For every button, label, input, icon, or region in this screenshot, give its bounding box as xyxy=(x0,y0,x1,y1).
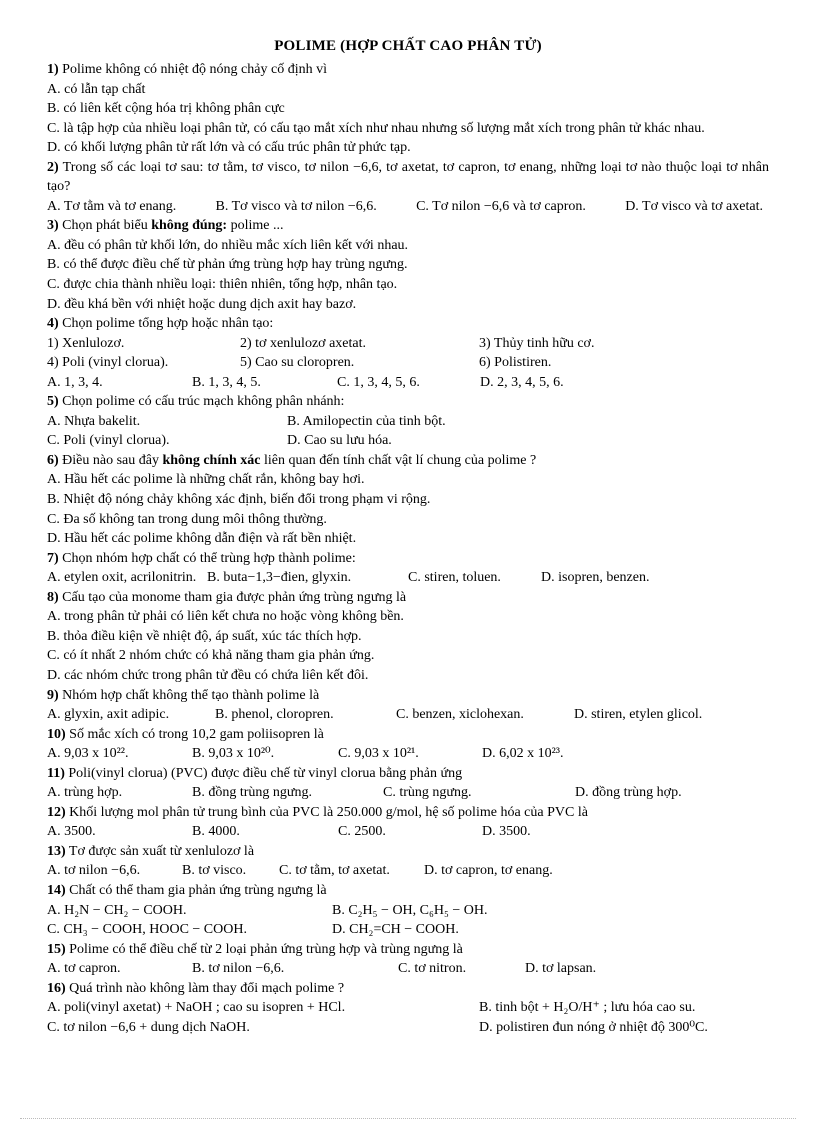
option-c: C. tơ nitron. xyxy=(398,961,467,977)
question-6 xyxy=(47,451,769,471)
option-b: B. tơ visco. xyxy=(182,863,247,879)
question-text: Nhóm hợp chất không thể tạo thành polime là xyxy=(58,687,320,703)
option-a: A. Tơ tằm và tơ enang. xyxy=(47,198,177,214)
option-c: C. trùng ngưng. xyxy=(383,785,472,801)
option-b: B. tinh bột + H₂O/H⁺ ; lưu hóa cao su. xyxy=(479,1000,696,1016)
option-b: B. Amilopectin của tinh bột. xyxy=(287,413,446,429)
option-a: A. 9,03 x 10²². xyxy=(47,746,129,762)
option-d: D. các nhóm chức trong phân tử đều có chứa liên kết đôi. xyxy=(47,667,369,683)
option-c: C. tơ nilon −6,6 + dung dịch NaOH. xyxy=(47,1019,250,1035)
option-b: B. buta−1,3−đien, glyxin. xyxy=(207,570,352,586)
item-4: 4) Poli (vinyl clorua). xyxy=(47,355,169,371)
option-b: B. đồng trùng ngưng. xyxy=(192,785,312,801)
question-text: Poli(vinyl clorua) (PVC) được điều chế từ vinyl clorua bằng phản ứng xyxy=(64,765,463,781)
option-b: B. phenol, cloropren. xyxy=(215,707,334,723)
options-row xyxy=(47,998,769,1018)
question-16 xyxy=(47,979,769,999)
question-number: 13) xyxy=(47,843,66,859)
question-3 xyxy=(47,216,769,236)
option-c: C. được chia thành nhiều loại: thiên nhiên, tổng hợp, nhân tạo. xyxy=(47,277,398,293)
question-text: Chọn polime có cấu trúc mạch không phân nhánh: xyxy=(58,394,345,410)
option-c: C. 2500. xyxy=(338,824,386,840)
option-d: D. đồng trùng hợp. xyxy=(575,785,682,801)
question-number: 1) xyxy=(47,62,59,77)
question-9 xyxy=(47,686,769,706)
options-row xyxy=(47,1018,769,1038)
option-a: A. đều có phân tử khối lớn, do nhiều mắc xích liên kết với nhau. xyxy=(47,237,409,253)
options-row xyxy=(47,705,769,725)
option-c: C. 1, 3, 4, 5, 6. xyxy=(337,374,420,390)
items-row xyxy=(47,334,769,354)
option-a: A. H₂N − CH₂ − COOH. xyxy=(47,902,187,918)
options-row xyxy=(47,373,769,393)
question-text-end: polime ... xyxy=(227,218,284,234)
options-row xyxy=(47,744,769,764)
question-15 xyxy=(47,940,769,960)
options-row xyxy=(47,901,769,921)
options-row xyxy=(47,412,769,432)
option-b: B. 9,03 x 10²⁰. xyxy=(192,746,275,762)
question-text: Polime không có nhiệt độ nóng chảy cố định vì xyxy=(58,62,327,77)
question-number: 8) xyxy=(47,589,59,605)
option-d: D. stiren, etylen glicol. xyxy=(574,707,703,723)
question-list xyxy=(47,60,769,1037)
option-c: C. stiren, toluen. xyxy=(408,570,501,586)
item-5: 5) Cao su cloropren. xyxy=(240,355,355,371)
question-emphasis: không đúng: xyxy=(151,218,228,234)
option-b: B. 4000. xyxy=(192,824,240,840)
options-row xyxy=(47,197,763,217)
option-d: D. Tơ visco và tơ axetat. xyxy=(625,198,763,214)
option-a: A. tơ nilon −6,6. xyxy=(47,863,141,879)
question-number: 16) xyxy=(47,980,66,996)
option-d: D. 2, 3, 4, 5, 6. xyxy=(480,374,564,390)
options-row xyxy=(47,959,769,979)
question-emphasis: không chính xác xyxy=(162,452,261,468)
question-number: 3) xyxy=(47,218,59,234)
option-d: D. Cao su lưu hóa. xyxy=(287,433,392,449)
option-d: D. 6,02 x 10²³. xyxy=(482,746,564,762)
question-text: Số mắc xích có trong 10,2 gam poliisopren là xyxy=(65,726,324,742)
question-text: Khối lượng mol phân tử trung bình của PVC là 250.000 g/mol, hệ số polime hóa của PVC là xyxy=(65,804,588,820)
question-11 xyxy=(47,764,769,784)
option-c: C. 9,03 x 10²¹. xyxy=(338,746,419,762)
option-d: D. đều khá bền với nhiệt hoặc dung dịch axit hay bazơ. xyxy=(47,296,357,312)
option-a: A. tơ capron. xyxy=(47,961,121,977)
item-1: 1) Xenlulozơ. xyxy=(47,335,125,351)
question-number: 12) xyxy=(47,804,66,820)
option-a: A. glyxin, axit adipic. xyxy=(47,707,170,723)
question-13 xyxy=(47,842,769,862)
option-b: B. tơ nilon −6,6. xyxy=(192,961,285,977)
option-d: D. tơ capron, tơ enang. xyxy=(424,863,553,879)
page-bottom-divider xyxy=(20,1118,796,1119)
options-row xyxy=(47,861,769,881)
option-c: C. tơ tằm, tơ axetat. xyxy=(279,863,390,879)
option-c: C. có ít nhất 2 nhóm chức có khả năng tham gia phản ứng. xyxy=(47,648,375,664)
question-text: Polime có thể điều chế từ 2 loại phản ứng trùng hợp và trùng ngưng là xyxy=(65,941,463,957)
question-number: 14) xyxy=(47,882,66,898)
question-text: Chọn polime tổng hợp hoặc nhân tạo: xyxy=(58,316,274,332)
option-d: D. có khối lượng phân tử rất lớn và có cấu trúc phân tử phức tạp. xyxy=(47,140,411,156)
question-14 xyxy=(47,881,769,901)
question-text: Tơ được sản xuất từ xenlulozơ là xyxy=(65,843,255,859)
question-number: 6) xyxy=(47,452,59,468)
question-text: Chất có thể tham gia phản ứng trùng ngưng là xyxy=(65,882,327,898)
question-7 xyxy=(47,549,769,569)
option-a: A. etylen oxit, acrilonitrin. xyxy=(47,570,197,586)
option-b: B. có liên kết cộng hóa trị không phân cực xyxy=(47,101,285,117)
question-number: 5) xyxy=(47,394,59,410)
option-d: D. CH₂=CH − COOH. xyxy=(332,922,459,938)
question-number: 11) xyxy=(47,765,65,781)
option-a: A. 1, 3, 4. xyxy=(47,374,103,390)
question-1 xyxy=(47,60,769,80)
options-row xyxy=(47,783,769,803)
option-a: A. Nhựa bakelit. xyxy=(47,413,141,429)
question-number: 7) xyxy=(47,550,59,566)
option-c: C. là tập hợp của nhiều loại phân tử, có cấu tạo mắt xích như nhau nhưng số lượng mắt xích trong phân tử khác nhau. xyxy=(47,120,705,136)
question-text: Cấu tạo của monome tham gia được phản ứng trùng ngưng là xyxy=(58,589,407,605)
option-b: B. Nhiệt độ nóng chảy không xác định, biến đổi trong phạm vi rộng. xyxy=(47,492,431,508)
option-b: B. thỏa điều kiện về nhiệt độ, áp suất, xúc tác thích hợp. xyxy=(47,628,362,644)
question-10 xyxy=(47,725,769,745)
option-d: D. isopren, benzen. xyxy=(541,570,650,586)
question-text: Quá trình nào không làm thay đổi mạch polime ? xyxy=(65,980,345,996)
option-c: C. Tơ nilon −6,6 và tơ capron. xyxy=(416,198,586,214)
question-text: Chọn nhóm hợp chất có thể trùng hợp thành polime: xyxy=(58,550,356,566)
option-b: B. có thể được điều chế từ phản ứng trùng hợp hay trùng ngưng. xyxy=(47,257,408,273)
question-text: Chọn phát biểu xyxy=(58,218,152,234)
page-title: POLIME (HỢP CHẤT CAO PHÂN TỬ) xyxy=(274,38,542,54)
option-a: A. trùng hợp. xyxy=(47,785,123,801)
question-4 xyxy=(47,314,769,334)
question-number: 10) xyxy=(47,726,66,742)
question-text-end: liên quan đến tính chất vật lí chung của polime ? xyxy=(260,452,537,468)
option-d: D. polistiren đun nóng ở nhiệt độ 300⁰C. xyxy=(479,1019,708,1035)
option-c: C. Đa số không tan trong dung môi thông thường. xyxy=(47,511,327,527)
question-12 xyxy=(47,803,769,823)
question-2 xyxy=(47,158,769,197)
option-b: B. Tơ visco và tơ nilon −6,6. xyxy=(215,198,377,214)
option-d: D. tơ lapsan. xyxy=(525,961,597,977)
question-5 xyxy=(47,392,769,412)
option-a: A. poli(vinyl axetat) + NaOH ; cao su isopren + HCl. xyxy=(47,1000,346,1016)
question-number: 15) xyxy=(47,941,66,957)
question-text: Trong số các loại tơ sau: tơ tằm, tơ visco, tơ nilon −6,6, tơ axetat, tơ capron, tơ enang, những loại tơ nào thuộc loại tơ nhân tạo? xyxy=(47,159,769,195)
question-text: Điều nào sau đây xyxy=(58,452,163,468)
question-8 xyxy=(47,588,769,608)
option-c: C. Poli (vinyl clorua). xyxy=(47,433,170,449)
question-number: 2) xyxy=(47,159,59,175)
options-row xyxy=(47,920,769,940)
item-6: 6) Polistiren. xyxy=(479,355,552,371)
question-number: 4) xyxy=(47,316,59,332)
option-a: A. trong phân tử phải có liên kết chưa no hoặc vòng không bền. xyxy=(47,609,404,625)
item-3: 3) Thủy tinh hữu cơ. xyxy=(479,335,595,351)
option-d: D. Hầu hết các polime không dẫn điện và rất bền nhiệt. xyxy=(47,531,357,547)
items-row xyxy=(47,353,769,373)
options-row xyxy=(47,822,769,842)
options-row xyxy=(47,568,769,588)
question-number: 9) xyxy=(47,687,59,703)
option-a: A. 3500. xyxy=(47,824,96,840)
option-c: C. CH₃ − COOH, HOOC − COOH. xyxy=(47,922,247,938)
option-a: A. có lẫn tạp chất xyxy=(47,81,146,97)
option-a: A. Hầu hết các polime là những chất rắn, không bay hơi. xyxy=(47,472,365,488)
option-d: D. 3500. xyxy=(482,824,531,840)
option-c: C. benzen, xiclohexan. xyxy=(396,707,524,723)
item-2: 2) tơ xenlulozơ axetat. xyxy=(240,335,366,351)
option-b: B. 1, 3, 4, 5. xyxy=(192,374,261,390)
option-b: B. C₂H₅ − OH, C₆H₅ − OH. xyxy=(332,902,488,918)
options-row xyxy=(47,431,769,451)
